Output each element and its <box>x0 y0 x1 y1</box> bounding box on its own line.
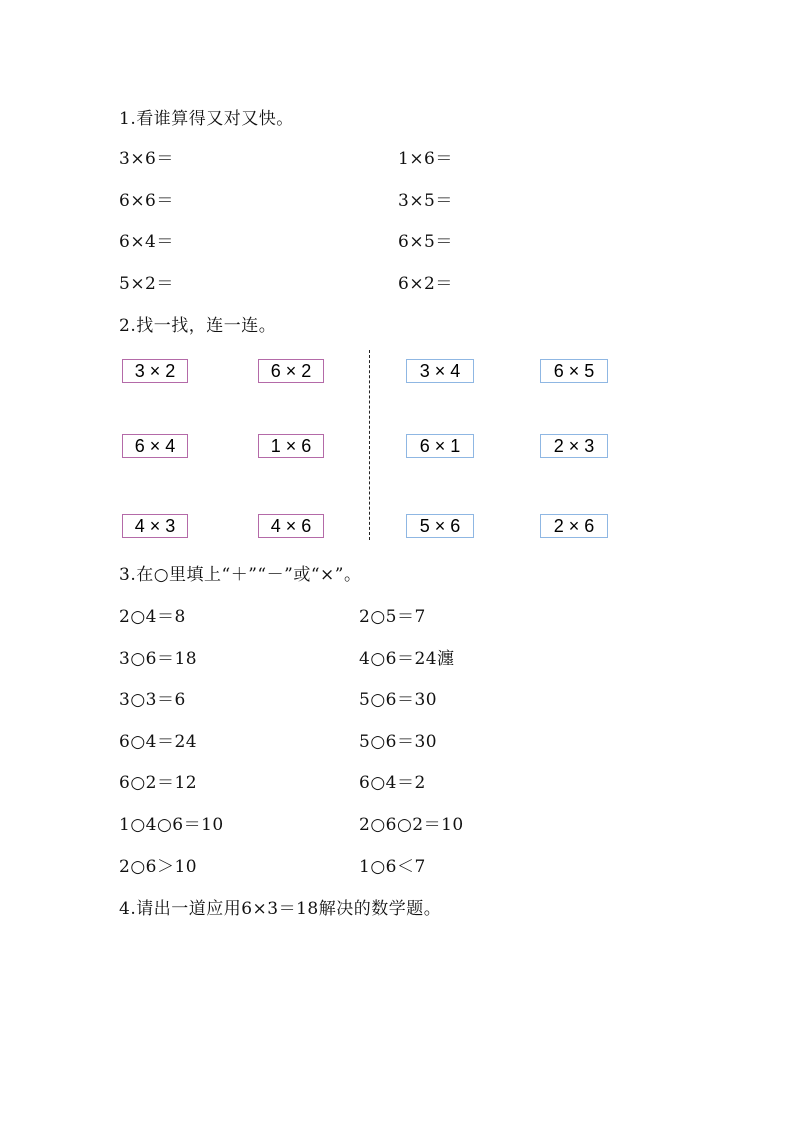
q1-expr: 5×2＝ <box>119 274 174 294</box>
match-card[interactable]: 6 × 4 <box>122 434 188 458</box>
q3-row <box>119 606 426 628</box>
q1-expr: 6×5＝ <box>398 232 453 252</box>
q3-row <box>119 648 455 670</box>
q3-expr: 1○6＜7 <box>359 857 426 877</box>
q1-row <box>119 190 453 212</box>
q3-expr: 2○5＝7 <box>359 607 426 627</box>
q3-expr: 3○3＝6 <box>119 690 186 710</box>
q3-expr: 6○4＝2 <box>359 773 426 793</box>
match-card[interactable]: 4 × 6 <box>258 514 324 538</box>
q1-expr: 6×2＝ <box>398 274 453 294</box>
q1-expr: 3×6＝ <box>119 149 174 169</box>
q1-expr: 3×5＝ <box>398 191 453 211</box>
q3-expr: 2○4＝8 <box>119 607 186 627</box>
q1-expr: 6×6＝ <box>119 191 174 211</box>
q3-row <box>119 814 464 836</box>
q3-expr: 3○6＝18 <box>119 649 198 669</box>
q3-expr: 1○4○6＝10 <box>119 815 224 835</box>
q3-row <box>119 689 438 711</box>
q4-title: 4.请出一道应用6×3＝18解决的数学题。 <box>119 899 442 919</box>
q3-expr: 5○6＝30 <box>359 690 438 710</box>
match-card[interactable]: 6 × 1 <box>406 434 474 458</box>
match-card[interactable]: 4 × 3 <box>122 514 188 538</box>
q3-expr: 6○4＝24 <box>119 732 198 752</box>
q1-expr: 6×4＝ <box>119 232 174 252</box>
q3-row <box>119 856 426 878</box>
q3-row <box>119 772 426 794</box>
q3-expr: 6○2＝12 <box>119 773 198 793</box>
match-card[interactable]: 6 × 5 <box>540 359 608 383</box>
q1-row <box>119 148 453 170</box>
match-card[interactable]: 3 × 4 <box>406 359 474 383</box>
match-card[interactable]: 6 × 2 <box>258 359 324 383</box>
q1-row <box>119 231 453 253</box>
dashed-divider <box>369 350 370 540</box>
q3-title: 3.在○里填上“＋”“－”或“×”。 <box>119 565 362 585</box>
q2-title: 2.找一找，连一连。 <box>119 316 277 336</box>
q1-row <box>119 273 453 295</box>
match-card[interactable]: 5 × 6 <box>406 514 474 538</box>
match-card[interactable]: 2 × 6 <box>540 514 608 538</box>
match-card[interactable]: 2 × 3 <box>540 434 608 458</box>
match-card[interactable]: 3 × 2 <box>122 359 188 383</box>
q3-expr: 5○6＝30 <box>359 732 438 752</box>
q1-expr: 1×6＝ <box>398 149 453 169</box>
q1-title: 1.看谁算得又对又快。 <box>119 109 294 129</box>
q3-expr: 2○6＞10 <box>119 857 198 877</box>
q3-row <box>119 731 438 753</box>
match-card[interactable]: 1 × 6 <box>258 434 324 458</box>
q3-expr: 2○6○2＝10 <box>359 815 464 835</box>
q3-expr: 4○6＝24瀍 <box>359 649 455 669</box>
